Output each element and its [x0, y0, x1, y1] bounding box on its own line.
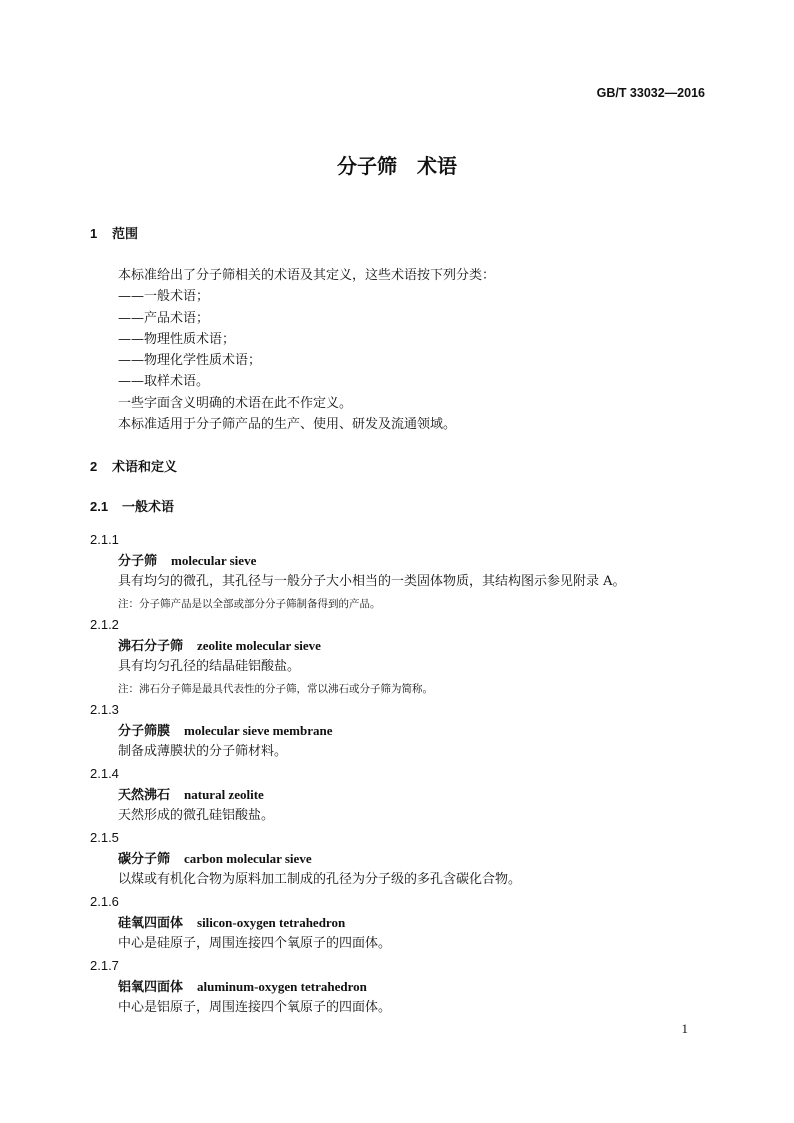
- scope-intro: 本标准给出了分子筛相关的术语及其定义，这些术语按下列分类：: [118, 268, 496, 283]
- term-number: 2.1.4: [90, 766, 119, 781]
- scope-applicability: 本标准适用于分子筛产品的生产、使用、研发及流通领域。: [118, 417, 457, 432]
- term-en: molecular sieve: [171, 553, 257, 568]
- term-en: carbon molecular sieve: [184, 851, 312, 866]
- term-definition: 中心是硅原子，周围连接四个氧原子的四面体。: [118, 936, 392, 951]
- term-number: 2.1.6: [90, 894, 119, 909]
- term-heading: [118, 551, 256, 572]
- term-en: molecular sieve membrane: [184, 723, 333, 738]
- term-heading: [118, 636, 321, 657]
- term-number: 2.1.2: [90, 617, 119, 632]
- section-title: 术语和定义: [112, 460, 178, 475]
- term-zh: 沸石分子筛: [118, 639, 184, 654]
- section-number: 2: [90, 459, 98, 474]
- page-number: 1: [681, 1021, 688, 1036]
- term-number: 2.1.7: [90, 958, 119, 973]
- category-item: ——物理性质术语；: [118, 332, 236, 347]
- standard-code: GB/T 33032—2016: [596, 86, 705, 100]
- category-item: ——产品术语；: [118, 311, 210, 326]
- term-note: 注：沸石分子筛是最具代表性的分子筛，常以沸石或分子筛为简称。: [118, 683, 433, 695]
- term-en: silicon-oxygen tetrahedron: [197, 915, 346, 930]
- term-en: aluminum-oxygen tetrahedron: [197, 979, 367, 994]
- page-title: 分子筛 术语: [337, 154, 457, 178]
- category-item: ——物理化学性质术语；: [118, 353, 262, 368]
- term-zh: 天然沸石: [118, 788, 171, 803]
- subsection-heading: [90, 497, 174, 518]
- term-heading: [118, 785, 264, 806]
- term-definition: 以煤或有机化合物为原料加工制成的孔径为分子级的多孔含碳化合物。: [118, 872, 522, 887]
- term-number: 2.1.3: [90, 702, 119, 717]
- term-heading: [118, 977, 367, 998]
- term-en: zeolite molecular sieve: [197, 638, 321, 653]
- subsection-number: 2.1: [90, 499, 109, 514]
- term-heading: [118, 721, 333, 742]
- term-zh: 铝氧四面体: [118, 980, 184, 995]
- term-zh: 硅氧四面体: [118, 916, 184, 931]
- term-en: natural zeolite: [184, 787, 264, 802]
- section-number: 1: [90, 226, 98, 241]
- term-note: 注：分子筛产品是以全部或部分分子筛制备得到的产品。: [118, 598, 381, 610]
- section-title: 范围: [112, 227, 139, 242]
- term-number: 2.1.1: [90, 532, 119, 547]
- term-zh: 分子筛膜: [118, 724, 171, 739]
- category-item: ——一般术语；: [118, 289, 210, 304]
- scope-exclusion: 一些字面含义明确的术语在此不作定义。: [118, 396, 353, 411]
- term-zh: 分子筛: [118, 554, 158, 569]
- section-heading-terms: [90, 457, 177, 478]
- section-heading-scope: [90, 224, 138, 245]
- term-zh: 碳分子筛: [118, 852, 171, 867]
- subsection-title: 一般术语: [122, 500, 175, 515]
- term-definition: 天然形成的微孔硅铝酸盐。: [118, 808, 275, 823]
- term-definition: 具有均匀孔径的结晶硅铝酸盐。: [118, 659, 301, 674]
- term-definition: 制备成薄膜状的分子筛材料。: [118, 744, 288, 759]
- category-item: ——取样术语。: [118, 374, 210, 389]
- term-definition: 具有均匀的微孔，其孔径与一般分子大小相当的一类固体物质，其结构图示参见附录 A。: [118, 574, 626, 589]
- term-number: 2.1.5: [90, 830, 119, 845]
- term-heading: [118, 849, 312, 870]
- term-definition: 中心是铝原子，周围连接四个氧原子的四面体。: [118, 1000, 392, 1015]
- term-heading: [118, 913, 345, 934]
